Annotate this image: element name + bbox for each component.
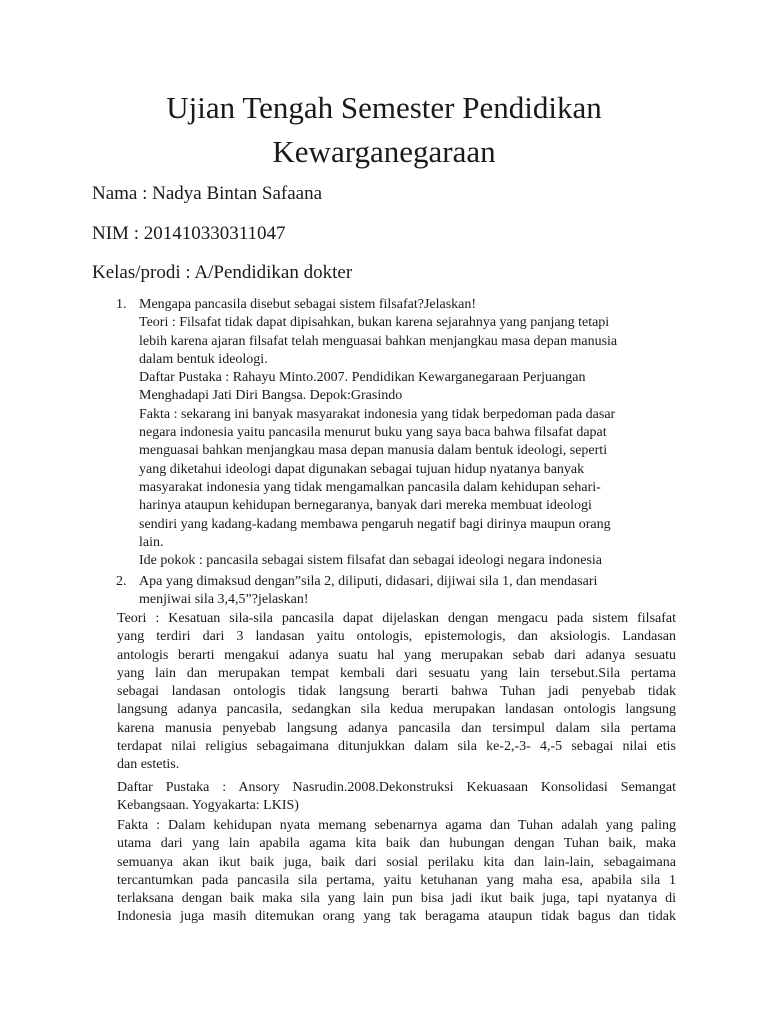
answer-line: Indonesia juga masih ditemukan orang yang tak beragama ataupun tidak bagus dan tidak xyxy=(117,909,676,925)
answer-line: menguasai bahkan menjangkau masa depan manusia dalam bentuk ideologi, seperti xyxy=(139,443,608,459)
answer-line: harinya ataupun kehidupan bernegaranya, banyak dari mereka membuat ideologi xyxy=(139,498,592,514)
title-line-1: Ujian Tengah Semester Pendidikan xyxy=(166,90,602,125)
student-name: Nama : Nadya Bintan Safaana xyxy=(92,183,323,204)
answer-line: Teori : Filsafat tidak dapat dipisahkan, bukan karena sejarahnya yang panjang tetapi xyxy=(139,315,610,331)
answer-line: semuanya akan ikut baik juga, baik dari sosial perilaku kita dan lain-lain, sebagaimana xyxy=(117,854,676,870)
answer-line: antologis berarti mengakui adanya suatu hal yang merupakan sebab dari adanya sesuatu xyxy=(117,647,676,663)
answer-line: lain. xyxy=(139,534,164,550)
question-number: 1. xyxy=(116,297,127,312)
question-1-block xyxy=(139,296,679,570)
answer-line: tercantumkan pada pancasila sila pertama, yaitu ketuhanan yang maha esa, apabila sila 1 xyxy=(117,872,676,888)
answer-line: Menghadapi Jati Diri Bangsa. Depok:Grasindo xyxy=(139,388,403,404)
answer-line: Fakta : Dalam kehidupan nyata memang sebenarnya agama dan Tuhan adalah yang paling xyxy=(117,818,676,833)
answer-line: langsung adanya pancasila, sedangkan sila kedua merupakan landasan ontologis langsung xyxy=(117,702,676,718)
question-2-block xyxy=(139,573,659,610)
answer-line: Fakta : sekarang ini banyak masyarakat indonesia yang tidak berpedoman pada dasar xyxy=(139,406,616,422)
answer-2-fakta xyxy=(117,817,676,927)
question-text: Apa yang dimaksud dengan”sila 2, diliputi, didasari, dijiwai sila 1, dan mendasari xyxy=(139,574,598,589)
question-text: menjiwai sila 3,4,5”?jelaskan! xyxy=(139,592,309,608)
answer-line: lebih karena ajaran filsafat telah menguasai bahkan menjangkau masa depan manusia xyxy=(139,333,618,349)
answer-2-teori xyxy=(117,610,676,775)
page-title xyxy=(60,86,708,174)
answer-2-pustaka xyxy=(117,779,676,816)
answer-line: Daftar Pustaka : Rahayu Minto.2007. Pendidikan Kewarganegaraan Perjuangan xyxy=(139,370,586,386)
answer-line: sendiri yang kadang-kadang membawa pengaruh negatif bagi dirinya maupun orang xyxy=(139,516,611,532)
title-line-2: Kewarganegaraan xyxy=(272,134,496,169)
answer-line: yang terdiri dari 3 landasan yaitu ontologis, epistemologis, dan aksiologis. Landasan xyxy=(117,629,676,645)
answer-line: yang diketahui ideologi dapat digunakan sebagai tujuan hidup nyatanya banyak xyxy=(139,461,585,477)
answer-line: negara indonesia yaitu pancasila menurut buku yang saya baca bahwa filsafat dapat xyxy=(139,425,607,441)
answer-line: terdapat nilai religius sebagaimana ditunjukkan dalam sila ke-2,-3- 4,-5 sebagai nilai etis xyxy=(117,739,676,755)
answer-line: yang lain dan merupakan tempat kembali dari sesuatu yang lain tersebut.Sila pertama xyxy=(117,665,676,681)
answer-line: dan estetis. xyxy=(117,757,180,773)
answer-line: masyarakat indonesia yang tidak mengamalkan pancasila dalam kehidupan sehari- xyxy=(139,479,601,495)
answer-line: utama dari yang lain apabila agama kita baik dan hubungan dengan Tuhan baik, maka xyxy=(117,836,676,852)
answer-line: terlaksana dengan baik maka sila yang lain pun bisa jadi ikut baik juga, tapi nyatanya di xyxy=(117,891,676,907)
student-nim: NIM : 201410330311047 xyxy=(92,223,286,244)
answer-line: sebagai landasan ontologis tidak langsung berarti bahwa Tuhan jadi penyebab tidak xyxy=(117,684,676,700)
answer-line: karena manusia penyebab langsung adanya pancasila dan tersimpul dalam sila pertama xyxy=(117,720,676,736)
student-class: Kelas/prodi : A/Pendidikan dokter xyxy=(92,262,353,283)
answer-line: Kebangsaan. Yogyakarta: LKIS) xyxy=(117,798,299,814)
question-text: Mengapa pancasila disebut sebagai sistem filsafat?Jelaskan! xyxy=(139,297,477,312)
answer-line: Teori : Kesatuan sila-sila pancasila dapat dijelaskan dengan mengacu pada sistem filsafat xyxy=(117,611,676,626)
answer-line: dalam bentuk ideologi. xyxy=(139,351,268,367)
question-number: 2. xyxy=(116,574,127,589)
answer-line: Ide pokok : pancasila sebagai sistem filsafat dan sebagai ideologi negara indonesia xyxy=(139,553,603,569)
answer-line: Daftar Pustaka : Ansory Nasrudin.2008.Dekonstruksi Kekuasaan Konsolidasi Semangat xyxy=(117,780,676,795)
